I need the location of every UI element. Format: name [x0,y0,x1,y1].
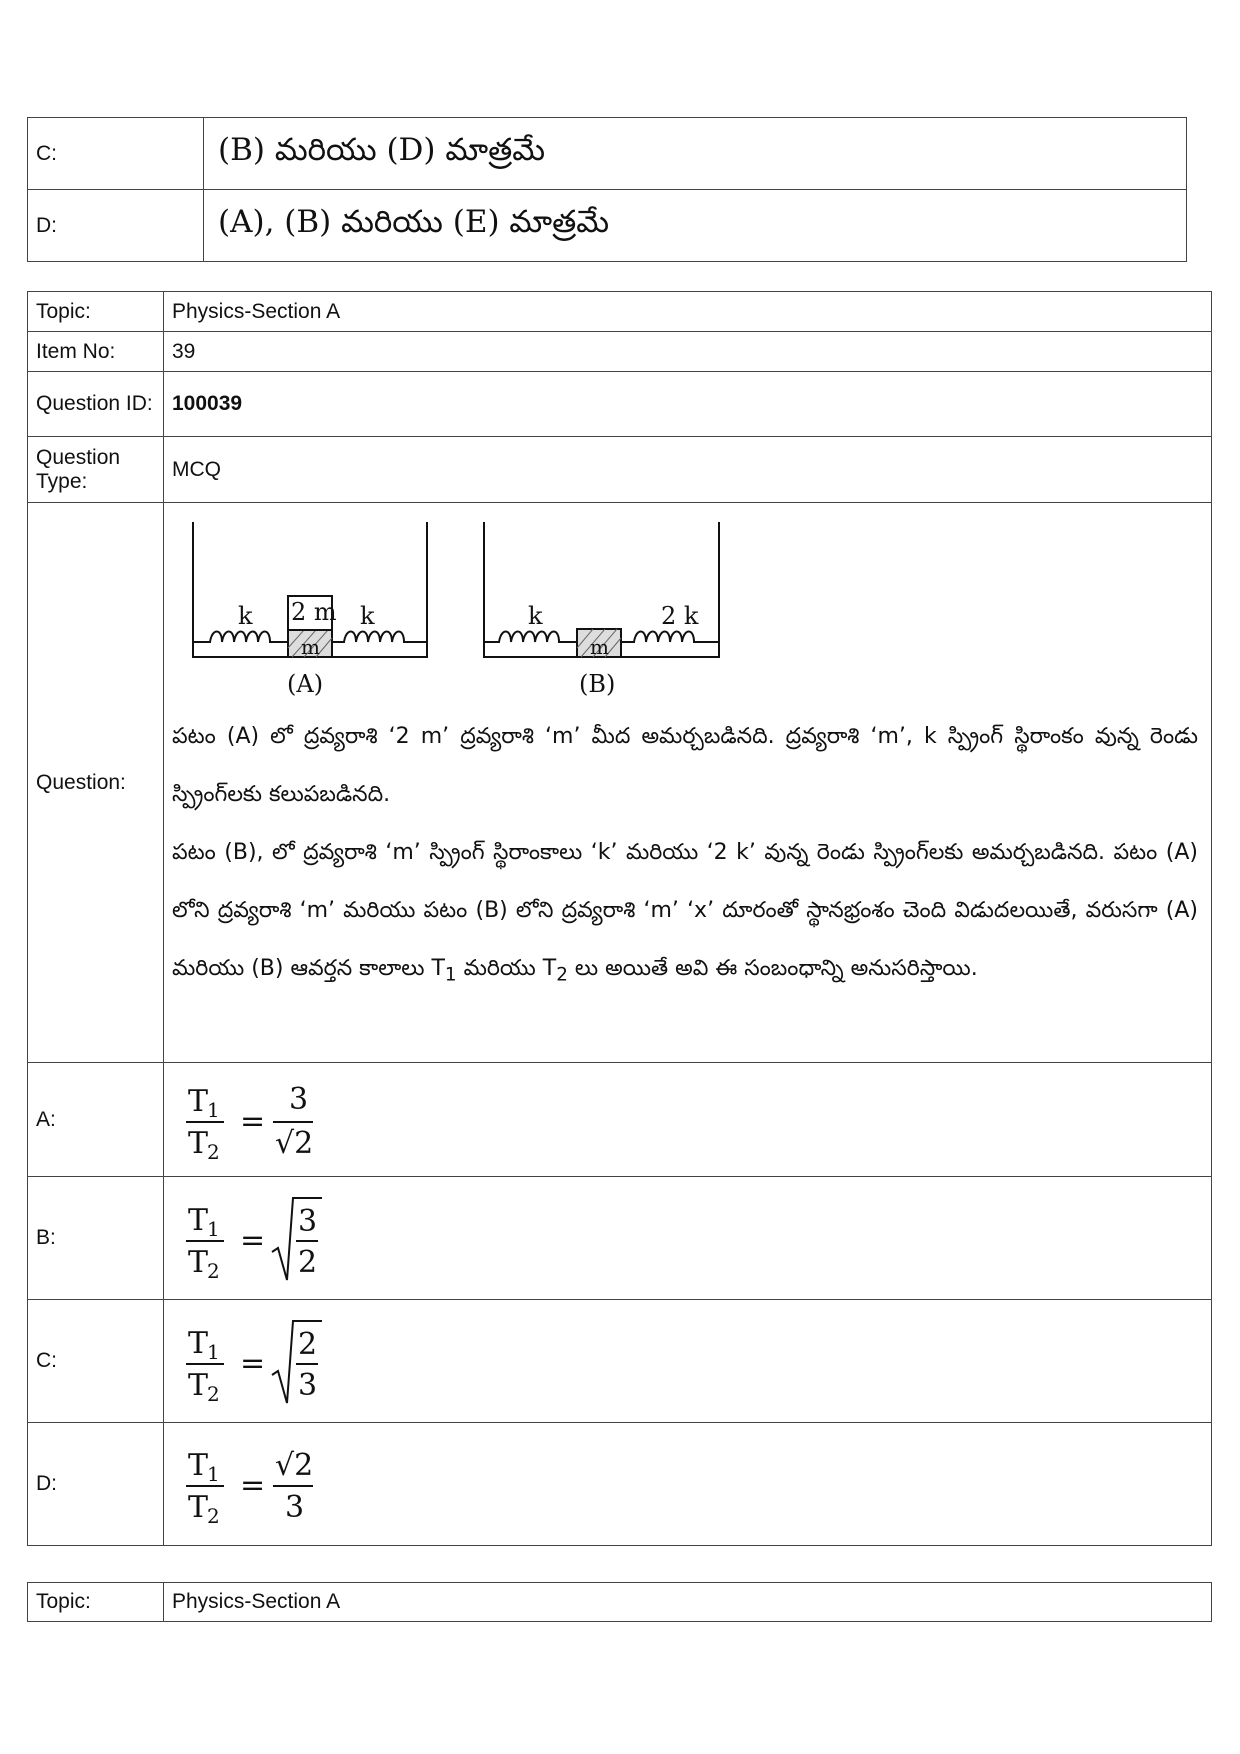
item-row [28,332,1212,372]
spring-a-right [332,632,427,643]
prev-option-value: (B) మరియు (D) మాత్రమే [204,118,1187,190]
lhs-numerator-sub: 1 [207,1097,220,1122]
formula-a [172,1075,372,1165]
lhs-denominator-sub: 2 [207,1504,220,1528]
question-p2-start: పటం (B), లో ద్రవ్యరాశి ‘m’ స్ప్రింగ్ స్థిరాంకాలు ‘k’ మరియు ‘2 k’ వున్న రెండు స్ప్రింగ్‌లకు అమర్చబడినది. పటం (A) లోని ద్రవ్యరాశి ‘m’ మరియు పటం (B) లోని ద్రవ్యరాశి ‘m’ ‘x’ దూరంతో స్థానభ్రంశం చెంది విడుదలయితే, వరుసగా (A) మరియు (B) ఆవర్తన కాలాలు T [172,840,1198,981]
item-label: Item No: [28,332,164,372]
spring-b-right-label: 2 k [661,602,699,630]
rhs-numerator: 3 [289,1081,309,1117]
question-p2-end: లు అయితే అవి ఈ సంబంధాన్ని అనుసరిస్తాయి. [567,956,978,981]
option-label: D: [28,1423,164,1546]
rhs-denominator: 3 [298,1368,318,1403]
option-label: C: [28,1300,164,1423]
lhs-numerator: T [188,1448,209,1483]
option-row-b [28,1177,1212,1300]
lhs-numerator-sub: 1 [207,1340,220,1364]
item-value: 39 [164,332,1212,372]
equals-sign: = [240,1103,266,1139]
question-row [28,503,1212,1063]
rhs-numerator: 3 [298,1204,318,1239]
prev-option-row-d [28,190,1187,262]
t2-subscript: 2 [556,964,568,986]
next-topic-row [28,1583,1212,1622]
question-text [164,702,1210,1008]
formula-b [172,1188,372,1288]
rhs-denominator: √2 [275,1125,314,1161]
option-label: A: [28,1063,164,1177]
topic-label: Topic: [28,292,164,332]
question-label: Question: [28,503,164,1063]
rhs-numerator: √2 [275,1448,314,1483]
topic-value: Physics-Section A [164,292,1212,332]
lhs-denominator: T [188,1245,209,1280]
lhs-denominator: T [188,1125,209,1161]
prev-option-row-c [28,118,1187,190]
spring-b-left-label: k [528,602,543,630]
lhs-denominator-sub: 2 [207,1382,220,1406]
lhs-numerator-sub: 1 [207,1217,220,1241]
spring-a-left [193,632,288,643]
next-question-table [27,1582,1212,1622]
prev-option-value: (A), (B) మరియు (E) మాత్రమే [204,190,1187,262]
spring-mass-figure [164,512,724,702]
question-paragraph-2 [172,824,1198,1004]
equals-sign: = [240,1346,266,1381]
mass-m-b-label: m [590,635,609,659]
prev-option-label: C: [28,118,204,190]
equals-sign: = [240,1223,266,1258]
question-type-value: MCQ [164,437,1212,503]
option-formula-cell [164,1063,1212,1177]
lhs-numerator-sub: 1 [207,1462,220,1486]
figure-a [193,522,427,698]
rhs-denominator: 2 [298,1245,318,1280]
question-type-row [28,437,1212,503]
question-id-row [28,372,1212,437]
figure-b [484,522,719,698]
prev-option-label: D: [28,190,204,262]
previous-question-options-table [27,117,1187,262]
question-id-value: 100039 [164,372,1212,437]
next-topic-value: Physics-Section A [164,1583,1212,1622]
question-type-label: Question Type: [28,437,164,503]
figure-b-caption: (B) [579,670,616,698]
option-formula-cell [164,1177,1212,1300]
equals-sign: = [240,1468,266,1503]
lhs-numerator: T [188,1083,209,1119]
spring-a-left-label: k [238,602,253,630]
question-p2-mid: మరియు T [456,956,557,981]
mass-m-a-label: m [301,635,320,659]
spring-b-left [484,632,577,643]
option-row-c [28,1300,1212,1423]
option-row-a [28,1063,1212,1177]
option-label: B: [28,1177,164,1300]
formula-d [172,1439,372,1529]
question-paragraph-1: పటం (A) లో ద్రవ్యరాశి ‘2 m’ ద్రవ్యరాశి ‘m’ మీద అమర్చబడినది. ద్రవ్యరాశి ‘m’, k స్ప్రింగ్ స్థిరాంకం వున్న రెండు స్ప్రింగ్‌లకు కలుపబడినది. [172,724,1198,807]
lhs-denominator: T [188,1368,209,1403]
question-content [164,503,1212,1063]
mass-2m-label: 2 m [291,598,337,626]
rhs-numerator: 2 [298,1327,318,1362]
spring-b-right [621,632,719,643]
spring-a-right-label: k [360,602,375,630]
rhs-denominator: 3 [285,1490,305,1525]
figure-a-caption: (A) [287,670,324,698]
lhs-numerator: T [188,1326,209,1361]
question-id-label: Question ID: [28,372,164,437]
t1-subscript: 1 [444,964,457,986]
lhs-numerator: T [188,1203,209,1238]
topic-row [28,292,1212,332]
formula-c [172,1311,372,1411]
option-formula-cell [164,1423,1212,1546]
option-row-d [28,1423,1212,1546]
lhs-denominator-sub: 2 [207,1259,220,1283]
question-table [27,291,1212,1546]
option-formula-cell [164,1300,1212,1423]
lhs-denominator: T [188,1490,209,1525]
lhs-denominator-sub: 2 [207,1139,220,1164]
next-topic-label: Topic: [28,1583,164,1622]
